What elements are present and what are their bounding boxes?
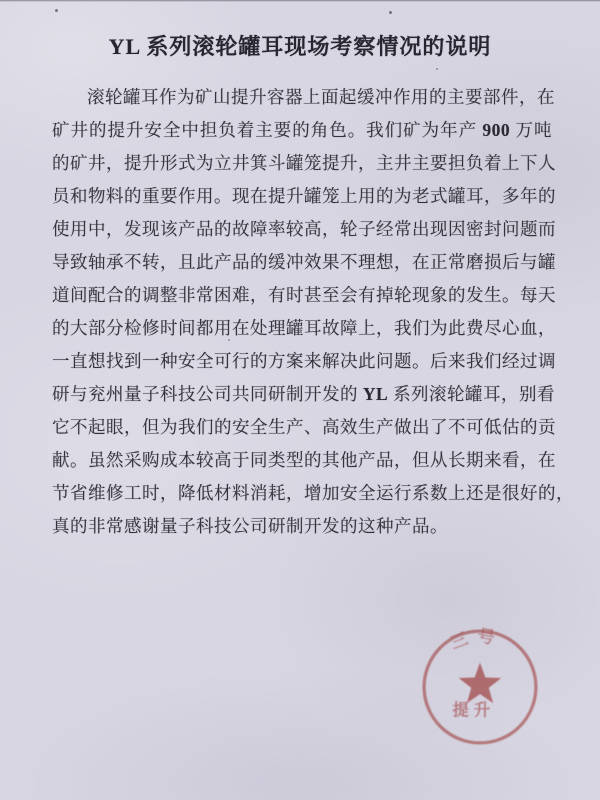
body-text: 它不起眼，但为我们的安全生产、高效生产做出了不可低估的贡 [52, 417, 556, 437]
body-text: 使用中，发现该产品的故障率较高，轮子经常出现因密封问题而 [52, 219, 556, 239]
scan-speck [228, 339, 230, 341]
body-text: 系列滚轮罐耳，别看 [388, 384, 556, 404]
body-text: 研与兖州量子科技公司共同研制开发的 [52, 384, 363, 404]
seal-star-icon [459, 663, 501, 703]
official-seal-stamp [419, 626, 541, 748]
body-text: 的矿井，提升形式为立井箕斗罐笼提升，主井主要担负着上下人 [52, 153, 556, 173]
body-text: 导致轴承不转，且此产品的缓冲效果不理想，在正常磨损后与罐 [52, 252, 556, 272]
body-text: 万吨 [510, 120, 553, 140]
body-text: 的大部分检修时间都用在处理罐耳故障上，我们为此费尽心血， [52, 318, 556, 338]
body-line [52, 312, 556, 345]
body-text: 道间配合的调整非常困难，有时甚至会有掉轮现象的发生。每天 [52, 285, 556, 305]
body-text: 滚轮罐耳作为矿山提升容器上面起缓冲作用的主要部件，在 [87, 87, 555, 107]
body-line [52, 114, 552, 147]
body-text: 献。虽然采购成本较高于同类型的其他产品，但从长期来看，在 [52, 450, 556, 470]
scan-speck [55, 9, 58, 12]
document-body [52, 81, 574, 543]
body-text-bold: 900 [482, 120, 511, 140]
scan-edge [0, 0, 600, 2]
seal-arc-text: 三号 [447, 626, 504, 654]
scan-speck [436, 68, 438, 70]
seal-bottom-text: 提升 [452, 701, 496, 720]
body-text: 矿井的提升安全中担负着主要的角色。我们矿为年产 [52, 120, 483, 140]
body-text: 员和物料的重要作用。现在提升罐笼上用的为老式罐耳，多年的 [52, 186, 556, 206]
body-line [52, 477, 574, 510]
body-line [52, 147, 556, 180]
body-line [52, 378, 556, 411]
seal-graphic [419, 626, 541, 748]
body-line [52, 213, 556, 246]
body-text: 节省维修工时，降低材料消耗，增加安全运行系数上还是很好的， [52, 483, 574, 503]
body-text-bold: YL [362, 384, 389, 404]
body-line [52, 81, 555, 114]
body-line [52, 444, 556, 477]
scan-speck [389, 11, 392, 14]
body-line [52, 180, 556, 213]
body-text: 真的非常感谢量子科技公司研制开发的这种产品。 [52, 516, 448, 536]
body-text: 一直想找到一种安全可行的方案来解决此问题。后来我们经过调 [52, 351, 556, 371]
body-line [52, 246, 556, 279]
body-line [52, 279, 556, 312]
body-line [52, 345, 556, 378]
body-line [52, 510, 552, 543]
body-line [52, 411, 556, 444]
document-title: YL 系列滚轮罐耳现场考察情况的说明 [108, 34, 492, 59]
